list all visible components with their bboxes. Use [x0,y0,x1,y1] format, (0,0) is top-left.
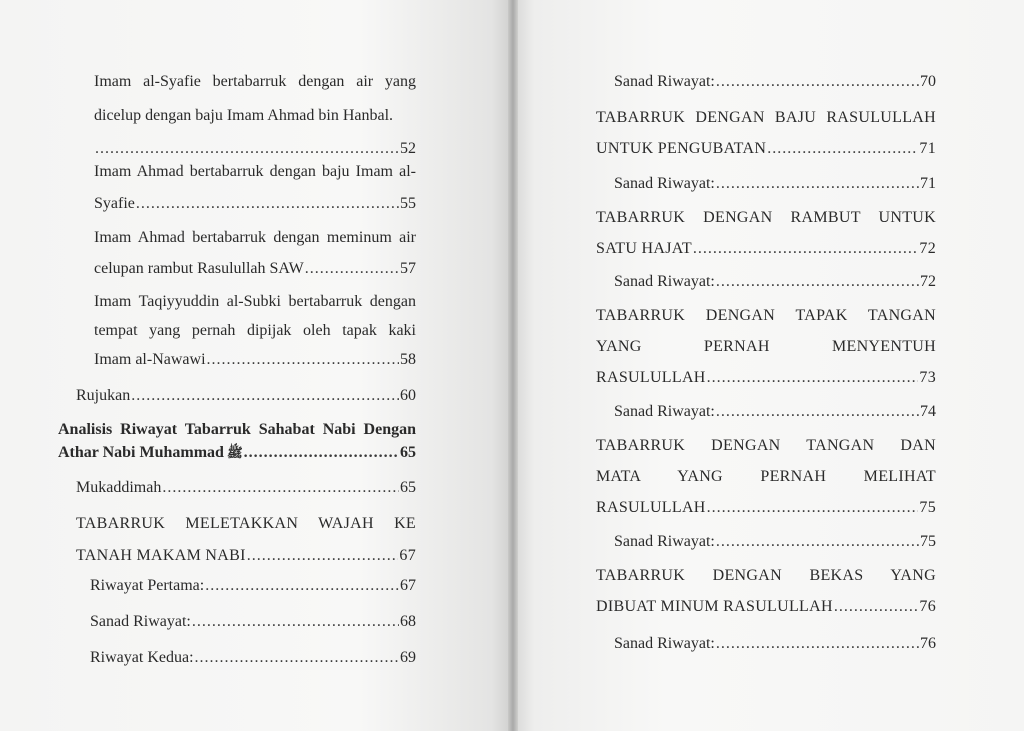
toc-entry-line [90,612,416,632]
leader-dots [716,72,919,92]
toc-entry [596,566,936,617]
toc-entry-text: TABARRUK DENGAN RAMBUT UNTUK [596,209,936,226]
leader-dots [707,368,919,388]
leader-dots [244,443,399,463]
toc-entry-text: Sanad Riwayat: [614,273,715,290]
toc-entry-line [596,498,936,518]
toc-entry-text: RASULULLAH [596,369,706,386]
toc-entry [90,576,416,596]
toc-entry [596,436,936,518]
leader-dots [305,259,399,279]
page-number: 75 [919,499,936,516]
toc-entry-line [596,139,936,159]
toc-entry-text: TABARRUK DENGAN TAPAK TANGAN [596,307,936,324]
toc-entry-line [58,443,416,463]
leader-dots [767,139,918,159]
toc-entry [614,402,936,422]
toc-entry-line [614,72,936,92]
toc-entry-text: TANAH MAKAM NABI [76,547,246,564]
toc-entry-line [614,532,936,552]
page-number: 58 [400,351,416,368]
toc-entry [94,72,416,159]
page-number: 52 [400,140,416,157]
toc-entry-text: Sanad Riwayat: [90,613,191,630]
toc-entry-text: Sanad Riwayat: [614,73,715,90]
leader-dots [693,239,918,259]
leader-dots [834,597,919,617]
toc-entry-text: Riwayat Pertama: [90,577,205,594]
toc-entry-text: Sanad Riwayat: [614,635,715,652]
leader-dots [716,634,919,654]
leader-dots [131,386,399,406]
toc-entry-line [90,648,416,668]
toc-entry-line [614,272,936,292]
page-number: 70 [920,73,936,90]
toc-entry [614,532,936,552]
toc-entry [596,208,936,259]
toc-entry-text: MATA YANG PERNAH MELIHAT [596,468,936,485]
toc-entry-text: Sanad Riwayat: [614,175,715,192]
leader-dots [95,139,399,159]
page-number: 65 [400,444,416,461]
toc-entry-line [94,350,416,370]
toc-entry-line [76,546,416,566]
toc-entry-line [94,139,416,159]
toc-entry-text: Analisis Riwayat Tabarruk Sahabat Nabi Dengan [58,421,416,438]
toc-entry [94,162,416,214]
toc-entry-text: TABARRUK DENGAN BEKAS YANG [596,567,936,584]
page-number: 69 [400,649,416,666]
toc-entry-text: TABARRUK MELETAKKAN WAJAH KE [76,515,416,532]
toc-entry-text: RASULULLAH [596,499,706,516]
toc-entry-text: dicelup dengan baju Imam Ahmad bin Hanbal. [94,107,394,124]
toc-entry [90,648,416,668]
toc-entry [94,228,416,279]
leader-dots [162,478,399,498]
toc-entry-text: Riwayat Kedua: [90,649,194,666]
toc-entry-text: DIBUAT MINUM RASULULLAH [596,598,833,615]
page-number: 76 [919,598,936,615]
toc-entry-text: Imam Taqiyyuddin al-Subki bertabarruk dengan [94,293,416,310]
toc-entry-line [614,634,936,654]
page-number: 71 [919,140,936,157]
page-number: 67 [400,577,416,594]
toc-entry-text: tempat yang pernah dipijak oleh tapak kaki [94,322,416,339]
page-number: 68 [400,613,416,630]
toc-entry-text: Imam Ahmad bertabarruk dengan meminum air [94,229,416,246]
toc-entry-text: Imam al-Syafie bertabarruk dengan air yang [94,73,416,90]
toc-entry [614,272,936,292]
toc-entry-line [94,194,416,214]
page-number: 72 [919,240,936,257]
toc-entry [614,174,936,194]
toc-entry-text: YANG PERNAH MENYENTUH [596,338,936,355]
page-number: 72 [920,273,936,290]
toc-entry-line [614,174,936,194]
book-gutter [508,0,518,731]
leader-dots [207,350,399,370]
toc-entry-line [596,368,936,388]
leader-dots [205,576,399,596]
toc-entry-text: TABARRUK DENGAN TANGAN DAN [596,437,936,454]
leader-dots [716,532,919,552]
toc-entry [76,386,416,406]
toc-entry [94,292,416,370]
toc-entry-text: Imam al-Nawawi [94,351,206,368]
leader-dots [136,194,399,214]
toc-entry-text: Sanad Riwayat: [614,403,715,420]
page-number: 76 [920,635,936,652]
leader-dots [716,174,919,194]
page-number: 60 [400,387,416,404]
page-number: 65 [400,479,416,496]
toc-entry-text: UNTUK PENGUBATAN [596,140,767,157]
leader-dots [192,612,399,632]
toc-entry [76,514,416,566]
page-number: 73 [919,369,936,386]
toc-entry [596,108,936,159]
toc-entry-line [94,259,416,279]
toc-entry-text: Imam Ahmad bertabarruk dengan baju Imam al- [94,163,416,180]
toc-entry-line [614,402,936,422]
toc-entry [614,634,936,654]
leader-dots [707,498,919,518]
toc-entry-text: Athar Nabi Muhammad [58,444,224,461]
salawat-symbol: ﷺ [226,445,243,460]
toc-entry-text: Sanad Riwayat: [614,533,715,550]
toc-section-heading [58,420,416,463]
toc-entry-text: TABARRUK DENGAN BAJU RASULULLAH [596,109,936,126]
toc-entry-line [596,239,936,259]
leader-dots [195,648,399,668]
leader-dots [716,402,919,422]
page-number: 71 [920,175,936,192]
toc-entry-text: SATU HAJAT [596,240,692,257]
page-number: 57 [400,260,416,277]
toc-entry [596,306,936,388]
toc-entry-text: Rujukan [76,387,131,404]
toc-entry-line [76,386,416,406]
toc-entry [614,72,936,92]
toc-entry [76,478,416,498]
page-number: 74 [920,403,936,420]
toc-entry-line [90,576,416,596]
page-number: 55 [400,195,416,212]
page-number: 67 [399,547,416,564]
leader-dots [716,272,919,292]
page-number: 75 [920,533,936,550]
toc-entry-line [596,597,936,617]
leader-dots [247,546,399,566]
toc-entry-text: Syafie [94,195,135,212]
toc-entry-line [76,478,416,498]
toc-entry [90,612,416,632]
toc-entry-text: Mukaddimah [76,479,162,496]
toc-entry-text: celupan rambut Rasulullah SAW [94,260,304,277]
